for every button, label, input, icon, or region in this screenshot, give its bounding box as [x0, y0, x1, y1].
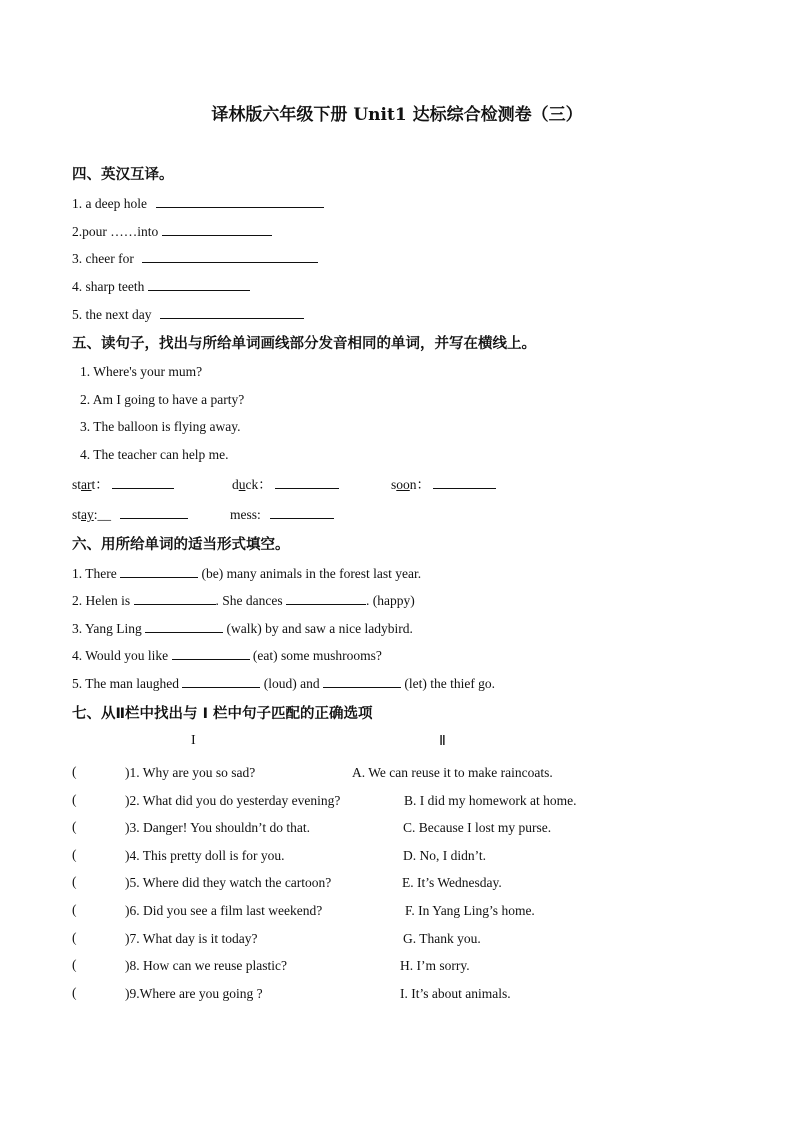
answer-blank[interactable] — [148, 277, 250, 291]
answer-paren-open: ( — [72, 902, 77, 917]
match-question-2: )2. What did you do yesterday evening? — [125, 792, 341, 808]
answer-blank[interactable] — [162, 222, 272, 236]
fill-text: . (happy) — [365, 593, 415, 608]
translation-item-5-text: 5. the next day — [72, 307, 152, 322]
match-option-7: G. Thank you. — [403, 930, 481, 946]
translation-item-5 — [72, 305, 304, 324]
answer-paren-open: ( — [72, 764, 77, 779]
fill-item-5 — [72, 674, 495, 693]
answer-slot[interactable] — [80, 930, 124, 948]
answer-blank[interactable] — [112, 475, 174, 489]
answer-blank[interactable] — [323, 674, 401, 688]
word-part: mess: — [230, 507, 261, 522]
fill-text: 4. Would you like — [72, 648, 169, 663]
translation-item-1 — [72, 194, 324, 213]
match-question-7: )7. What day is it today? — [125, 930, 258, 946]
match-question-3: )3. Danger! You shouldn’t do that. — [125, 820, 310, 836]
translation-item-3-text: 3. cheer for — [72, 251, 134, 266]
answer-slot[interactable] — [80, 985, 124, 1003]
page-title: 译林版六年级下册 Unit1 达标综合检测卷（三） — [211, 105, 583, 125]
word-underlined-part: ar — [81, 477, 92, 492]
fill-text: 5. The man laughed — [72, 676, 179, 691]
word-part: st — [72, 507, 82, 522]
answer-slot[interactable] — [80, 792, 124, 810]
translation-item-2-text: 2.pour ……into — [72, 224, 159, 239]
phonics-sentence-4: 4. The teacher can help me. — [80, 447, 229, 462]
match-option-8: H. I’m sorry. — [400, 958, 470, 974]
answer-paren-open: ( — [72, 791, 77, 807]
word-part: s — [391, 477, 397, 492]
fill-text: 1. There — [72, 566, 117, 581]
answer-slot[interactable] — [80, 819, 124, 837]
section-7-heading: 七、从Ⅱ栏中找出与 I 栏中句子匹配的正确选项 — [72, 706, 373, 722]
fill-text: 2. Helen is — [72, 593, 131, 608]
translation-item-4 — [72, 277, 250, 296]
word-underlined-part: oo — [396, 477, 410, 492]
word-part: t： — [91, 477, 109, 492]
section-4-heading: 四、英汉互译。 — [72, 167, 174, 183]
fill-text: (eat) some mushrooms? — [252, 648, 382, 663]
match-question-6: )6. Did you see a film last weekend? — [125, 903, 323, 918]
match-question-1: )1. Why are you so sad? — [125, 765, 256, 780]
answer-blank[interactable] — [145, 619, 223, 633]
match-question-8: )8. How can we reuse plastic? — [125, 958, 287, 974]
answer-slot[interactable] — [80, 957, 124, 975]
match-option-1: A. We can reuse it to make raincoats. — [352, 765, 553, 780]
section-6-heading: 六、用所给单词的适当形式填空。 — [72, 537, 290, 553]
match-question-9: )9.Where are you going ? — [125, 985, 263, 1001]
fill-text: (walk) by and saw a nice ladybird. — [226, 621, 413, 636]
word-soon — [391, 475, 496, 494]
section-5-heading: 五、读句子，找出与所给单词画线部分发音相同的单词，并写在横线上。 — [72, 336, 536, 352]
fill-text: (let) the thief go. — [404, 676, 496, 691]
match-option-5: E. It’s Wednesday. — [402, 875, 502, 891]
translation-item-3 — [72, 249, 318, 268]
answer-blank[interactable] — [286, 591, 366, 605]
fill-text: (loud) and — [263, 676, 320, 691]
word-mess — [230, 505, 334, 524]
answer-blank[interactable] — [270, 505, 334, 519]
answer-blank[interactable] — [275, 475, 339, 489]
answer-blank[interactable] — [120, 505, 188, 519]
word-part: st — [72, 477, 82, 492]
answer-paren-open: ( — [72, 819, 77, 835]
translation-item-4-text: 4. sharp teeth — [72, 279, 145, 294]
match-question-5: )5. Where did they watch the cartoon? — [125, 875, 332, 891]
word-underlined-part: ay — [81, 507, 94, 522]
answer-blank[interactable] — [182, 674, 260, 688]
word-stay — [72, 505, 188, 524]
answer-paren-open: ( — [72, 984, 77, 1000]
answer-blank[interactable] — [156, 194, 324, 208]
word-underlined-part: u — [238, 477, 246, 492]
fill-item-3 — [72, 619, 413, 638]
word-part: d — [232, 477, 239, 492]
answer-paren-open: ( — [72, 846, 77, 862]
phonics-sentence-1: 1. Where's your mum? — [80, 364, 203, 379]
match-option-4: D. No, I didn’t. — [403, 847, 486, 863]
fill-item-4 — [72, 646, 382, 665]
translation-item-2 — [72, 222, 272, 241]
fill-text: 3. Yang Ling — [72, 621, 142, 636]
answer-blank[interactable] — [120, 564, 198, 578]
match-question-4: )4. This pretty doll is for you. — [125, 847, 285, 863]
fill-item-2 — [72, 591, 415, 610]
fill-text: . She dances — [215, 593, 283, 608]
translation-item-1-text: 1. a deep hole — [72, 196, 147, 211]
answer-paren-open: ( — [72, 957, 77, 973]
answer-blank[interactable] — [160, 305, 304, 319]
answer-blank[interactable] — [172, 646, 250, 660]
word-part: n： — [409, 477, 431, 492]
fill-text: (be) many animals in the forest last year. — [201, 566, 422, 581]
phonics-sentence-2: 2. Am I going to have a party? — [80, 392, 245, 407]
answer-blank[interactable] — [134, 591, 216, 605]
word-part: ck： — [245, 477, 272, 492]
match-option-3: C. Because I lost my purse. — [403, 820, 552, 836]
answer-slot[interactable] — [80, 902, 124, 920]
phonics-sentence-3: 3. The balloon is flying away. — [80, 419, 241, 434]
answer-slot[interactable] — [80, 874, 124, 892]
column-2-label: Ⅱ — [439, 734, 446, 749]
answer-slot[interactable] — [80, 847, 124, 865]
word-start — [72, 475, 174, 494]
answer-paren-open: ( — [72, 929, 77, 945]
column-1-label: I — [191, 733, 196, 748]
answer-slot[interactable] — [80, 764, 124, 782]
match-option-9: I. It’s about animals. — [400, 985, 511, 1001]
fill-item-1 — [72, 564, 421, 583]
answer-paren-open: ( — [72, 874, 77, 890]
word-part: :__ — [93, 507, 112, 522]
answer-blank[interactable] — [433, 475, 496, 489]
match-option-6: F. In Yang Ling’s home. — [405, 903, 535, 918]
answer-blank[interactable] — [142, 249, 318, 263]
word-duck — [232, 475, 339, 494]
match-option-2: B. I did my homework at home. — [404, 792, 577, 808]
